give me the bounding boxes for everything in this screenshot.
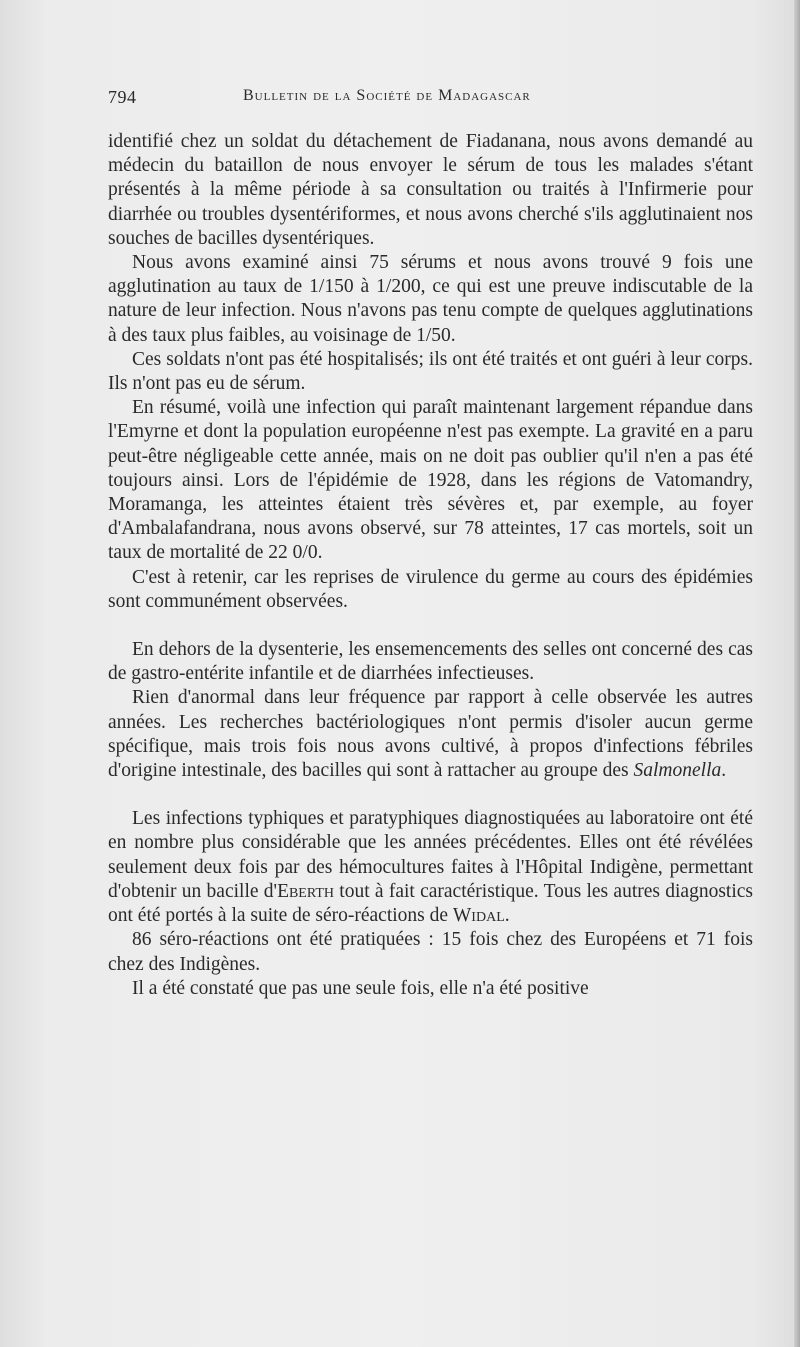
paragraph-7-text: Rien d'anormal dans leur fréquence par rapport à celle observée les autres années. Les recherches bactériologiques n'ont permis d'isoler aucun germe spécifique, mais trois fois nous avons cultivé, à propos d'infections fébriles d'origine intestinale, des bacilles qui sont à rattacher au groupe des bbox=[108, 687, 753, 782]
paragraph-1: identifié chez un soldat du détachement de Fiadanana, nous avons demandé au médecin du bataillon de nous envoyer le sérum de tous les malades s'étant présentés à la même période à sa consultation ou traités à l'Infirmerie pour diarrhée ou troubles dysentériformes, et nous avons cherché s'ils agglutinaient nos souches de bacilles dysentériques. bbox=[108, 131, 753, 249]
author-name-eberth: Eberth bbox=[277, 880, 335, 902]
paragraph-2: Nous avons examiné ainsi 75 sérums et nous avons trouvé 9 fois une agglutination au taux de 1/150 à 1/200, ce qui est une preuve indiscutable de la nature de leur infection. Nous n'avons pas tenu compte de quelques agglutinations à des taux plus faibles, au voisinage de 1/50. bbox=[108, 252, 753, 346]
paragraph-6: En dehors de la dysenterie, les ensemencements des selles ont concerné des cas de gastro-entérite infantile et de diarrhées infectieuses. bbox=[108, 639, 753, 685]
running-title: Bulletin de la Société de Madagascar bbox=[243, 87, 531, 104]
paragraph-4: En résumé, voilà une infection qui paraît maintenant largement répandue dans l'Emyrne et dont la population européenne n'est pas exempte. La gravité en a paru peut-être négligeable cette année, mais on ne doit pas oublier qu'il n'en a pas été toujours ainsi. Lors de l'épidémie de 1928, dans les régions de Vatomandry, Moramanga, les atteintes étaient très sévères et, par exemple, au foyer d'Ambalafandrana, nous avons observé, sur 78 atteintes, 17 cas mortels, soit un taux de mortalité de 22 0/0. bbox=[108, 397, 753, 564]
paragraph-8-text: Les infections typhiques et paratyphiques diagnostiquées au laboratoire ont été en nombre plus considérable que les années précédentes. Elles ont été révélées seulement deux fois par des hémocultures faites à l'Hôpital Indigène, permettant d'obtenir un bacille d' bbox=[108, 808, 753, 902]
paragraph-8-mid: tout à fait caractéristique. Tous les autres diagnostics ont été portés à la suite de séro-réactions de bbox=[108, 880, 753, 927]
page-number: 794 bbox=[108, 87, 137, 107]
author-name-widal: Widal bbox=[452, 905, 505, 927]
paragraph-8-end: . bbox=[504, 905, 510, 927]
page-header bbox=[108, 87, 753, 111]
paragraph-8 bbox=[108, 807, 753, 928]
paragraph-7-tail: . bbox=[721, 760, 727, 782]
body-text bbox=[108, 130, 753, 1001]
page-edge-shadow bbox=[794, 0, 800, 1347]
paragraph-7 bbox=[108, 686, 753, 783]
paragraph-3: Ces soldats n'ont pas été hospitalisés; ils ont été traités et ont guéri à leur corps. Ils n'ont pas eu de sérum. bbox=[108, 348, 753, 395]
paragraph-10: Il a été constaté que pas une seule fois, elle n'a été positive bbox=[132, 977, 589, 999]
paragraph-5: C'est à retenir, car les reprises de virulence du germe au cours des épidémies sont communément observées. bbox=[108, 566, 753, 612]
paragraph-9: 86 séro-réactions ont été pratiquées : 15 fois chez des Européens et 71 fois chez des Indigènes. bbox=[108, 929, 753, 975]
paragraph-7-italic: Salmonella bbox=[633, 760, 722, 782]
